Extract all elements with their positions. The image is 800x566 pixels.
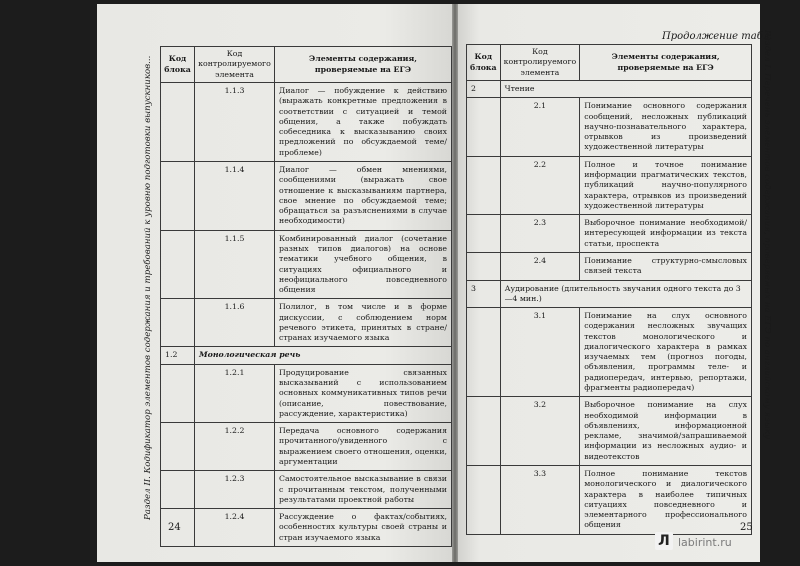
element-code: 3.3 (500, 466, 580, 535)
section-row (467, 81, 752, 98)
block-code: 2 (467, 81, 501, 98)
element-code: 1.2.2 (195, 423, 275, 471)
element-description: Комбинированный диалог (сочетание разных типов диалогов) на основе тематики учебного общения, в ситуациях официального и неофициального повседневного общения (275, 230, 452, 299)
col-block-header: Код блока (161, 47, 195, 83)
element-code: 1.1.6 (195, 299, 275, 347)
element-description: Диалог — обмен мнениями, сообщениями (выражать свое отношение к высказываниям партнера, свое мнение по обсуждаемой теме; обращаться за разъяснениями в случае необходимости) (275, 161, 452, 230)
watermark: labirint.ru (678, 536, 732, 549)
left-running-head: Раздел II. Кодификатор элементов содержания и требований к уровню подготовки выпускников... (143, 55, 153, 520)
block-code (161, 161, 195, 230)
section-title: Чтение (500, 81, 751, 98)
element-description: Понимание на слух основного содержания несложных звучащих текстов монологического и диалогического характера в рамках изучаемых тем (прогноз погоды, объявления, программы теле- и радиопередач, интервью, репортажи, фрагменты радиопередач) (580, 308, 752, 397)
block-code: 3 (467, 280, 501, 308)
table-row (467, 308, 752, 397)
element-description: Выборочное понимание необходимой/интересующей информации из текста статьи, проспекта (580, 215, 752, 253)
element-description: Полилог, в том числе и в форме дискуссии, с соблюдением норм речевого этикета, принятых в стране/странах изучаемого языка (275, 299, 452, 347)
block-code (467, 308, 501, 397)
block-code (467, 215, 501, 253)
element-description: Продуцирование связанных высказываний с использованием основных коммуникативных типов речи (описание, повествование, рассуждение, характеристика) (275, 364, 452, 422)
table-row (161, 364, 452, 422)
element-description: Диалог — побуждение к действию (выражать конкретные предложения в соответствии с ситуацией и темой общения, а также побуждать собеседника к высказыванию своих предложений по обсуждаемой теме/проблеме) (275, 83, 452, 162)
element-code: 2.1 (500, 98, 580, 156)
col-block-header: Код блока (467, 45, 501, 81)
block-code (467, 98, 501, 156)
table-row (161, 83, 452, 162)
table-row (467, 397, 752, 466)
element-description: Самостоятельное высказывание в связи с прочитанным текстом, полученными результатами проектной работы (275, 471, 452, 509)
table-row (467, 252, 752, 280)
section-row (467, 280, 752, 308)
continuation-header: Продолжение табл. (662, 31, 773, 42)
section-row (161, 347, 452, 364)
table-row (161, 509, 452, 547)
element-code: 3.2 (500, 397, 580, 466)
page-number-right: 25 (740, 522, 753, 533)
table-row (161, 161, 452, 230)
element-description: Передача основного содержания прочитанного/увиденного с выражением своего отношения, оценки, аргументации (275, 423, 452, 471)
block-code (467, 252, 501, 280)
col-content-header: Элементы содержания, проверяемые на ЕГЭ (275, 47, 452, 83)
element-description: Понимание основного содержания сообщений, несложных публикаций научно-познавательного характера, отрывков из произведений художественной литературы (580, 98, 752, 156)
element-code: 2.2 (500, 156, 580, 214)
table-row (161, 230, 452, 299)
element-code: 1.2.3 (195, 471, 275, 509)
block-code (161, 83, 195, 162)
block-code (161, 230, 195, 299)
book-gutter (452, 4, 458, 562)
left-table (160, 46, 452, 547)
element-code: 1.1.5 (195, 230, 275, 299)
element-description: Понимание структурно-смысловых связей текста (580, 252, 752, 280)
element-description: Полное и точное понимание информации прагматических текстов, публикаций научно-популярного характера, отрывков из произведений художественной литературы (580, 156, 752, 214)
table-row (161, 299, 452, 347)
block-code (467, 466, 501, 535)
element-description: Полное понимание текстов монологического и диалогического характера в наиболее типичных ситуациях повседневного и элементарного профессионального общения (580, 466, 752, 535)
table-row (161, 471, 452, 509)
element-code: 1.2.4 (195, 509, 275, 547)
block-code (161, 364, 195, 422)
section-title: Аудирование (длительность звучания одного текста до 3—4 мин.) (500, 280, 751, 308)
block-code (161, 299, 195, 347)
table-row (467, 466, 752, 535)
table-row (467, 156, 752, 214)
table-row (467, 98, 752, 156)
element-code: 2.3 (500, 215, 580, 253)
element-code: 3.1 (500, 308, 580, 397)
page-number-left: 24 (168, 522, 181, 533)
table-row (467, 215, 752, 253)
element-code: 1.2.1 (195, 364, 275, 422)
col-element-header: Код контролируемого элемента (195, 47, 275, 83)
block-code (161, 471, 195, 509)
block-code: 1.2 (161, 347, 195, 364)
labirint-logo-icon: Л (655, 532, 673, 550)
block-code (467, 397, 501, 466)
element-description: Выборочное понимание на слух необходимой информации в объявлениях, информационной рекламе, значимой/запрашиваемой информации из несложных аудио- и видеотекстов (580, 397, 752, 466)
right-table (466, 44, 752, 535)
table-row (161, 423, 452, 471)
block-code (467, 156, 501, 214)
col-content-header: Элементы содержания, проверяемые на ЕГЭ (580, 45, 752, 81)
element-code: 1.1.3 (195, 83, 275, 162)
element-code: 2.4 (500, 252, 580, 280)
element-code: 1.1.4 (195, 161, 275, 230)
right-running-head: Раздел I. Перечень элементов содержания, проверяемых на ЕГЭ по английскому языку (762, 30, 772, 440)
col-element-header: Код контролируемого элемента (500, 45, 580, 81)
element-description: Рассуждение о фактах/событиях, особенностях культуры своей страны и стран изучаемого языка (275, 509, 452, 547)
section-title: Монологическая речь (195, 347, 452, 364)
block-code (161, 423, 195, 471)
